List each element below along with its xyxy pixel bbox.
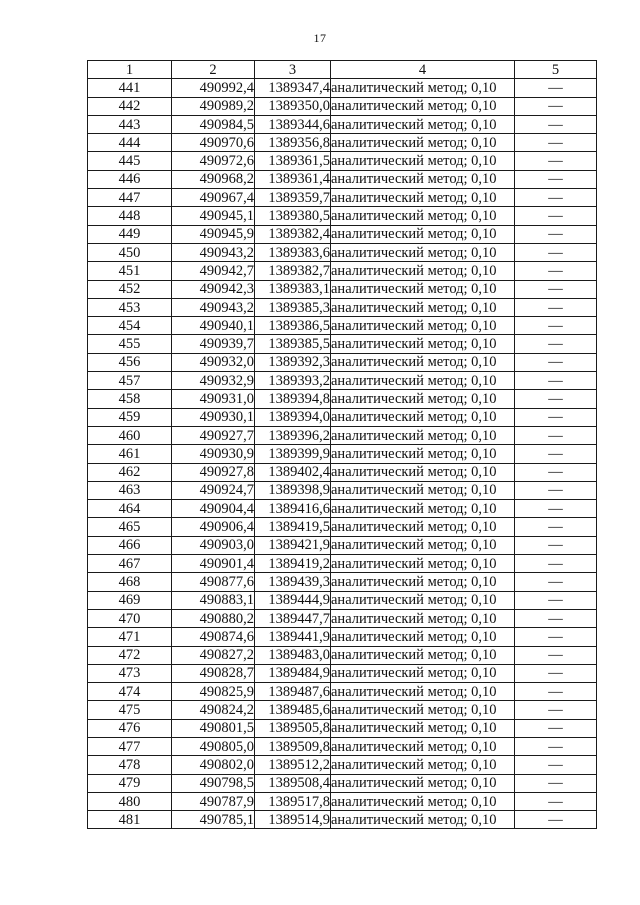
cell-y-coordinate: 1389444,9	[255, 591, 331, 609]
cell-method-accuracy: аналитический метод; 0,10	[331, 390, 515, 408]
table-body	[88, 79, 597, 829]
cell-point-number: 456	[88, 353, 172, 371]
table-row	[88, 408, 597, 426]
table-row	[88, 536, 597, 554]
cell-note: —	[515, 609, 597, 627]
table-row	[88, 353, 597, 371]
cell-x-coordinate: 490942,7	[172, 262, 255, 280]
cell-method-accuracy: аналитический метод; 0,10	[331, 280, 515, 298]
cell-point-number: 446	[88, 170, 172, 188]
cell-y-coordinate: 1389385,5	[255, 335, 331, 353]
coordinates-table	[87, 60, 597, 829]
table-row	[88, 719, 597, 737]
cell-note: —	[515, 628, 597, 646]
cell-x-coordinate: 490932,0	[172, 353, 255, 371]
header-col-2: 2	[172, 61, 255, 79]
cell-y-coordinate: 1389416,6	[255, 500, 331, 518]
cell-y-coordinate: 1389386,5	[255, 317, 331, 335]
header-col-3: 3	[255, 61, 331, 79]
cell-point-number: 450	[88, 243, 172, 261]
table-row	[88, 335, 597, 353]
cell-point-number: 460	[88, 426, 172, 444]
cell-method-accuracy: аналитический метод; 0,10	[331, 298, 515, 316]
cell-x-coordinate: 490932,9	[172, 372, 255, 390]
cell-x-coordinate: 490930,9	[172, 445, 255, 463]
cell-method-accuracy: аналитический метод; 0,10	[331, 170, 515, 188]
cell-y-coordinate: 1389380,5	[255, 207, 331, 225]
cell-method-accuracy: аналитический метод; 0,10	[331, 518, 515, 536]
cell-point-number: 441	[88, 79, 172, 97]
cell-point-number: 448	[88, 207, 172, 225]
cell-y-coordinate: 1389399,9	[255, 445, 331, 463]
cell-method-accuracy: аналитический метод; 0,10	[331, 372, 515, 390]
cell-method-accuracy: аналитический метод; 0,10	[331, 262, 515, 280]
cell-x-coordinate: 490880,2	[172, 609, 255, 627]
cell-x-coordinate: 490968,2	[172, 170, 255, 188]
cell-point-number: 466	[88, 536, 172, 554]
cell-point-number: 442	[88, 97, 172, 115]
cell-x-coordinate: 490970,6	[172, 134, 255, 152]
cell-y-coordinate: 1389393,2	[255, 372, 331, 390]
cell-point-number: 454	[88, 317, 172, 335]
cell-method-accuracy: аналитический метод; 0,10	[331, 189, 515, 207]
header-col-5: 5	[515, 61, 597, 79]
cell-point-number: 455	[88, 335, 172, 353]
cell-point-number: 479	[88, 774, 172, 792]
cell-y-coordinate: 1389394,0	[255, 408, 331, 426]
cell-y-coordinate: 1389356,8	[255, 134, 331, 152]
cell-x-coordinate: 490828,7	[172, 664, 255, 682]
cell-point-number: 445	[88, 152, 172, 170]
page-number: 17	[313, 31, 327, 45]
table-row	[88, 774, 597, 792]
table-row	[88, 298, 597, 316]
table-row	[88, 683, 597, 701]
cell-method-accuracy: аналитический метод; 0,10	[331, 774, 515, 792]
cell-note: —	[515, 97, 597, 115]
cell-point-number: 465	[88, 518, 172, 536]
cell-y-coordinate: 1389382,7	[255, 262, 331, 280]
cell-method-accuracy: аналитический метод; 0,10	[331, 500, 515, 518]
table-row	[88, 97, 597, 115]
cell-x-coordinate: 490827,2	[172, 646, 255, 664]
cell-x-coordinate: 490906,4	[172, 518, 255, 536]
cell-method-accuracy: аналитический метод; 0,10	[331, 79, 515, 97]
cell-x-coordinate: 490787,9	[172, 792, 255, 810]
table-row	[88, 664, 597, 682]
cell-x-coordinate: 490943,2	[172, 243, 255, 261]
cell-x-coordinate: 490802,0	[172, 756, 255, 774]
cell-y-coordinate: 1389383,1	[255, 280, 331, 298]
cell-y-coordinate: 1389402,4	[255, 463, 331, 481]
cell-y-coordinate: 1389441,9	[255, 628, 331, 646]
cell-note: —	[515, 426, 597, 444]
table-row	[88, 225, 597, 243]
cell-y-coordinate: 1389392,3	[255, 353, 331, 371]
table-row	[88, 628, 597, 646]
cell-method-accuracy: аналитический метод; 0,10	[331, 555, 515, 573]
cell-y-coordinate: 1389419,2	[255, 555, 331, 573]
table-row	[88, 243, 597, 261]
cell-note: —	[515, 664, 597, 682]
header-col-1: 1	[88, 61, 172, 79]
cell-method-accuracy: аналитический метод; 0,10	[331, 353, 515, 371]
scan-noise	[150, 894, 630, 905]
cell-note: —	[515, 646, 597, 664]
cell-point-number: 470	[88, 609, 172, 627]
cell-y-coordinate: 1389361,4	[255, 170, 331, 188]
cell-note: —	[515, 115, 597, 133]
cell-note: —	[515, 481, 597, 499]
cell-x-coordinate: 490967,4	[172, 189, 255, 207]
table-row	[88, 737, 597, 755]
cell-point-number: 462	[88, 463, 172, 481]
cell-note: —	[515, 243, 597, 261]
cell-note: —	[515, 280, 597, 298]
cell-point-number: 467	[88, 555, 172, 573]
cell-y-coordinate: 1389419,5	[255, 518, 331, 536]
table-row	[88, 609, 597, 627]
cell-x-coordinate: 490942,3	[172, 280, 255, 298]
cell-x-coordinate: 490798,5	[172, 774, 255, 792]
cell-note: —	[515, 408, 597, 426]
cell-point-number: 472	[88, 646, 172, 664]
cell-method-accuracy: аналитический метод; 0,10	[331, 756, 515, 774]
table-row	[88, 372, 597, 390]
table-header	[88, 61, 597, 79]
cell-point-number: 463	[88, 481, 172, 499]
header-row	[88, 61, 597, 79]
cell-note: —	[515, 353, 597, 371]
cell-x-coordinate: 490927,8	[172, 463, 255, 481]
cell-point-number: 477	[88, 737, 172, 755]
cell-method-accuracy: аналитический метод; 0,10	[331, 243, 515, 261]
cell-method-accuracy: аналитический метод; 0,10	[331, 591, 515, 609]
cell-note: —	[515, 500, 597, 518]
cell-x-coordinate: 490825,9	[172, 683, 255, 701]
table-row	[88, 500, 597, 518]
cell-x-coordinate: 490924,7	[172, 481, 255, 499]
cell-method-accuracy: аналитический метод; 0,10	[331, 719, 515, 737]
cell-y-coordinate: 1389447,7	[255, 609, 331, 627]
cell-point-number: 475	[88, 701, 172, 719]
cell-point-number: 444	[88, 134, 172, 152]
table-row	[88, 280, 597, 298]
cell-y-coordinate: 1389439,3	[255, 573, 331, 591]
table-row	[88, 426, 597, 444]
cell-method-accuracy: аналитический метод; 0,10	[331, 115, 515, 133]
cell-method-accuracy: аналитический метод; 0,10	[331, 701, 515, 719]
cell-note: —	[515, 152, 597, 170]
table-row	[88, 463, 597, 481]
cell-method-accuracy: аналитический метод; 0,10	[331, 664, 515, 682]
cell-y-coordinate: 1389350,0	[255, 97, 331, 115]
table-row	[88, 445, 597, 463]
cell-method-accuracy: аналитический метод; 0,10	[331, 426, 515, 444]
table-row	[88, 792, 597, 810]
cell-y-coordinate: 1389359,7	[255, 189, 331, 207]
cell-point-number: 476	[88, 719, 172, 737]
cell-point-number: 457	[88, 372, 172, 390]
table-row	[88, 756, 597, 774]
cell-method-accuracy: аналитический метод; 0,10	[331, 225, 515, 243]
cell-method-accuracy: аналитический метод; 0,10	[331, 445, 515, 463]
cell-point-number: 481	[88, 811, 172, 829]
cell-y-coordinate: 1389347,4	[255, 79, 331, 97]
cell-x-coordinate: 490930,1	[172, 408, 255, 426]
cell-y-coordinate: 1389484,9	[255, 664, 331, 682]
cell-note: —	[515, 335, 597, 353]
cell-note: —	[515, 811, 597, 829]
cell-y-coordinate: 1389383,6	[255, 243, 331, 261]
table-row	[88, 170, 597, 188]
cell-note: —	[515, 298, 597, 316]
cell-x-coordinate: 490903,0	[172, 536, 255, 554]
cell-method-accuracy: аналитический метод; 0,10	[331, 134, 515, 152]
cell-x-coordinate: 490805,0	[172, 737, 255, 755]
cell-note: —	[515, 189, 597, 207]
cell-x-coordinate: 490989,2	[172, 97, 255, 115]
cell-method-accuracy: аналитический метод; 0,10	[331, 152, 515, 170]
cell-x-coordinate: 490785,1	[172, 811, 255, 829]
cell-note: —	[515, 518, 597, 536]
cell-method-accuracy: аналитический метод; 0,10	[331, 628, 515, 646]
cell-x-coordinate: 490824,2	[172, 701, 255, 719]
table-row	[88, 555, 597, 573]
cell-point-number: 480	[88, 792, 172, 810]
cell-point-number: 443	[88, 115, 172, 133]
cell-point-number: 447	[88, 189, 172, 207]
cell-method-accuracy: аналитический метод; 0,10	[331, 408, 515, 426]
cell-y-coordinate: 1389396,2	[255, 426, 331, 444]
cell-x-coordinate: 490901,4	[172, 555, 255, 573]
cell-method-accuracy: аналитический метод; 0,10	[331, 481, 515, 499]
cell-note: —	[515, 225, 597, 243]
table-row	[88, 811, 597, 829]
cell-point-number: 453	[88, 298, 172, 316]
cell-method-accuracy: аналитический метод; 0,10	[331, 609, 515, 627]
cell-point-number: 451	[88, 262, 172, 280]
cell-note: —	[515, 445, 597, 463]
cell-method-accuracy: аналитический метод; 0,10	[331, 317, 515, 335]
cell-note: —	[515, 701, 597, 719]
cell-point-number: 458	[88, 390, 172, 408]
cell-y-coordinate: 1389382,4	[255, 225, 331, 243]
table-row	[88, 262, 597, 280]
cell-y-coordinate: 1389485,6	[255, 701, 331, 719]
cell-y-coordinate: 1389483,0	[255, 646, 331, 664]
cell-x-coordinate: 490904,4	[172, 500, 255, 518]
cell-y-coordinate: 1389508,4	[255, 774, 331, 792]
cell-note: —	[515, 756, 597, 774]
cell-point-number: 449	[88, 225, 172, 243]
table-row	[88, 79, 597, 97]
cell-x-coordinate: 490927,7	[172, 426, 255, 444]
cell-y-coordinate: 1389398,9	[255, 481, 331, 499]
cell-y-coordinate: 1389394,8	[255, 390, 331, 408]
cell-point-number: 469	[88, 591, 172, 609]
cell-note: —	[515, 207, 597, 225]
cell-note: —	[515, 536, 597, 554]
cell-y-coordinate: 1389512,2	[255, 756, 331, 774]
table-row	[88, 189, 597, 207]
table-row	[88, 115, 597, 133]
cell-x-coordinate: 490992,4	[172, 79, 255, 97]
cell-method-accuracy: аналитический метод; 0,10	[331, 646, 515, 664]
cell-y-coordinate: 1389385,3	[255, 298, 331, 316]
cell-x-coordinate: 490877,6	[172, 573, 255, 591]
table-row	[88, 317, 597, 335]
table-row	[88, 573, 597, 591]
cell-method-accuracy: аналитический метод; 0,10	[331, 737, 515, 755]
cell-point-number: 473	[88, 664, 172, 682]
cell-point-number: 452	[88, 280, 172, 298]
cell-note: —	[515, 555, 597, 573]
cell-point-number: 464	[88, 500, 172, 518]
cell-y-coordinate: 1389344,6	[255, 115, 331, 133]
cell-method-accuracy: аналитический метод; 0,10	[331, 573, 515, 591]
table-row	[88, 207, 597, 225]
table-row	[88, 518, 597, 536]
cell-note: —	[515, 774, 597, 792]
cell-note: —	[515, 317, 597, 335]
table-row	[88, 591, 597, 609]
cell-y-coordinate: 1389487,6	[255, 683, 331, 701]
cell-point-number: 478	[88, 756, 172, 774]
table-row	[88, 390, 597, 408]
cell-method-accuracy: аналитический метод; 0,10	[331, 207, 515, 225]
cell-x-coordinate: 490939,7	[172, 335, 255, 353]
cell-note: —	[515, 372, 597, 390]
cell-x-coordinate: 490943,2	[172, 298, 255, 316]
cell-point-number: 468	[88, 573, 172, 591]
cell-point-number: 461	[88, 445, 172, 463]
cell-note: —	[515, 792, 597, 810]
cell-y-coordinate: 1389509,8	[255, 737, 331, 755]
cell-x-coordinate: 490883,1	[172, 591, 255, 609]
cell-y-coordinate: 1389361,5	[255, 152, 331, 170]
cell-y-coordinate: 1389505,8	[255, 719, 331, 737]
cell-method-accuracy: аналитический метод; 0,10	[331, 683, 515, 701]
cell-y-coordinate: 1389514,9	[255, 811, 331, 829]
cell-point-number: 474	[88, 683, 172, 701]
cell-note: —	[515, 591, 597, 609]
cell-x-coordinate: 490801,5	[172, 719, 255, 737]
table-row	[88, 134, 597, 152]
cell-note: —	[515, 134, 597, 152]
cell-note: —	[515, 390, 597, 408]
cell-note: —	[515, 573, 597, 591]
cell-point-number: 459	[88, 408, 172, 426]
cell-note: —	[515, 79, 597, 97]
cell-x-coordinate: 490972,6	[172, 152, 255, 170]
cell-method-accuracy: аналитический метод; 0,10	[331, 792, 515, 810]
table-row	[88, 152, 597, 170]
header-col-4: 4	[331, 61, 515, 79]
cell-x-coordinate: 490945,9	[172, 225, 255, 243]
table-row	[88, 646, 597, 664]
cell-x-coordinate: 490945,1	[172, 207, 255, 225]
cell-note: —	[515, 170, 597, 188]
cell-x-coordinate: 490931,0	[172, 390, 255, 408]
cell-note: —	[515, 262, 597, 280]
cell-method-accuracy: аналитический метод; 0,10	[331, 536, 515, 554]
cell-method-accuracy: аналитический метод; 0,10	[331, 463, 515, 481]
cell-x-coordinate: 490940,1	[172, 317, 255, 335]
cell-x-coordinate: 490984,5	[172, 115, 255, 133]
cell-point-number: 471	[88, 628, 172, 646]
cell-note: —	[515, 683, 597, 701]
table-row	[88, 481, 597, 499]
cell-y-coordinate: 1389421,9	[255, 536, 331, 554]
cell-note: —	[515, 737, 597, 755]
cell-method-accuracy: аналитический метод; 0,10	[331, 97, 515, 115]
cell-x-coordinate: 490874,6	[172, 628, 255, 646]
table-row	[88, 701, 597, 719]
cell-y-coordinate: 1389517,8	[255, 792, 331, 810]
cell-note: —	[515, 463, 597, 481]
cell-method-accuracy: аналитический метод; 0,10	[331, 811, 515, 829]
cell-note: —	[515, 719, 597, 737]
cell-method-accuracy: аналитический метод; 0,10	[331, 335, 515, 353]
